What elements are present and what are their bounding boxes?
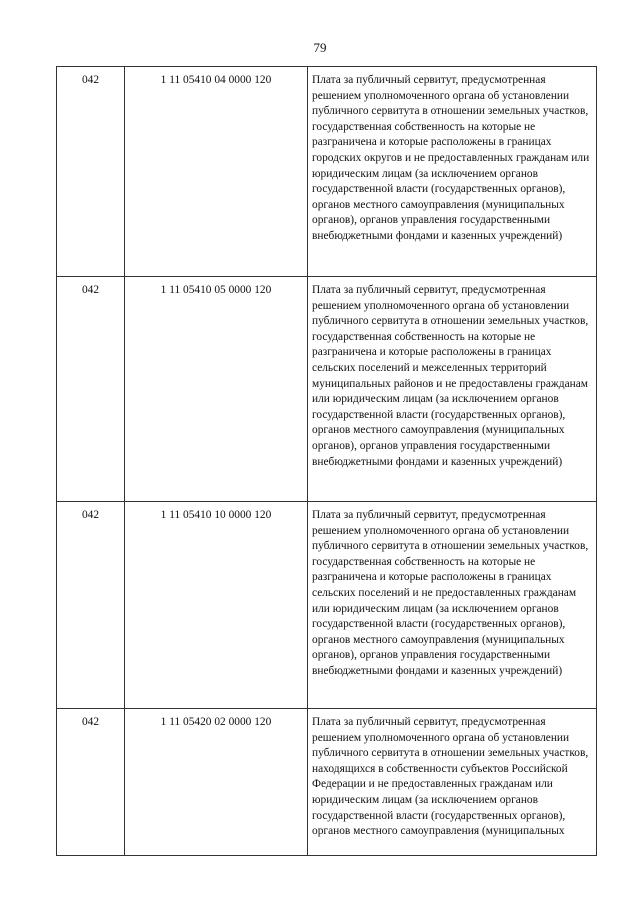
- budget-classification-table: [56, 66, 597, 856]
- description-cell: Плата за публичный сервитут, предусмотренная решением уполномоченного органа об установлении публичного сервитута в отношении земельных участков, государственная собственность на которые не разграничена и которые расположены в границах городских округов и не предоставленных гражданам или юридическим лицам (за исключением органов государственной власти (государственных органов), органов местного самоуправления (муниципальных органов), органов управления государственными внебюджетными фондами и казенных учреждений): [308, 67, 597, 277]
- admin-code-cell: 042: [57, 502, 125, 709]
- description-cell: Плата за публичный сервитут, предусмотренная решением уполномоченного органа об установлении публичного сервитута в отношении земельных участков, государственная собственность на которые не разграничена и которые расположены в границах сельских поселений и не предоставленных гражданам или юридическим лицам (за исключением органов государственной власти (государственных органов), органов местного самоуправления (муниципальных органов), органов управления государственными внебюджетными фондами и казенных учреждений): [308, 502, 597, 709]
- admin-code-cell: 042: [57, 67, 125, 277]
- description-cell: Плата за публичный сервитут, предусмотренная решением уполномоченного органа об установлении публичного сервитута в отношении земельных участков, находящихся в собственности субъектов Российской Федерации и не предоставленных гражданам или юридическим лицам (за исключением органов государственной власти (государственных органов), органов местного самоуправления (муниципальных: [308, 709, 597, 856]
- table-row: [57, 709, 597, 856]
- table-row: [57, 502, 597, 709]
- description-cell: Плата за публичный сервитут, предусмотренная решением уполномоченного органа об установлении публичного сервитута в отношении земельных участков, государственная собственность на которые не разграничена и которые расположены в границах сельских поселений и межселенных территорий муниципальных районов и не предоставлены гражданам или юридическим лицам (за исключением органов государственной власти (государственных органов), органов местного самоуправления (муниципальных органов), органов управления государственными внебюджетными фондами и казенных учреждений): [308, 277, 597, 502]
- budget-code-cell: 1 11 05420 02 0000 120: [125, 709, 308, 856]
- budget-code-cell: 1 11 05410 05 0000 120: [125, 277, 308, 502]
- table-row: [57, 67, 597, 277]
- budget-code-cell: 1 11 05410 04 0000 120: [125, 67, 308, 277]
- admin-code-cell: 042: [57, 709, 125, 856]
- table-row: [57, 277, 597, 502]
- page-number: 79: [313, 40, 327, 55]
- budget-code-cell: 1 11 05410 10 0000 120: [125, 502, 308, 709]
- admin-code-cell: 042: [57, 277, 125, 502]
